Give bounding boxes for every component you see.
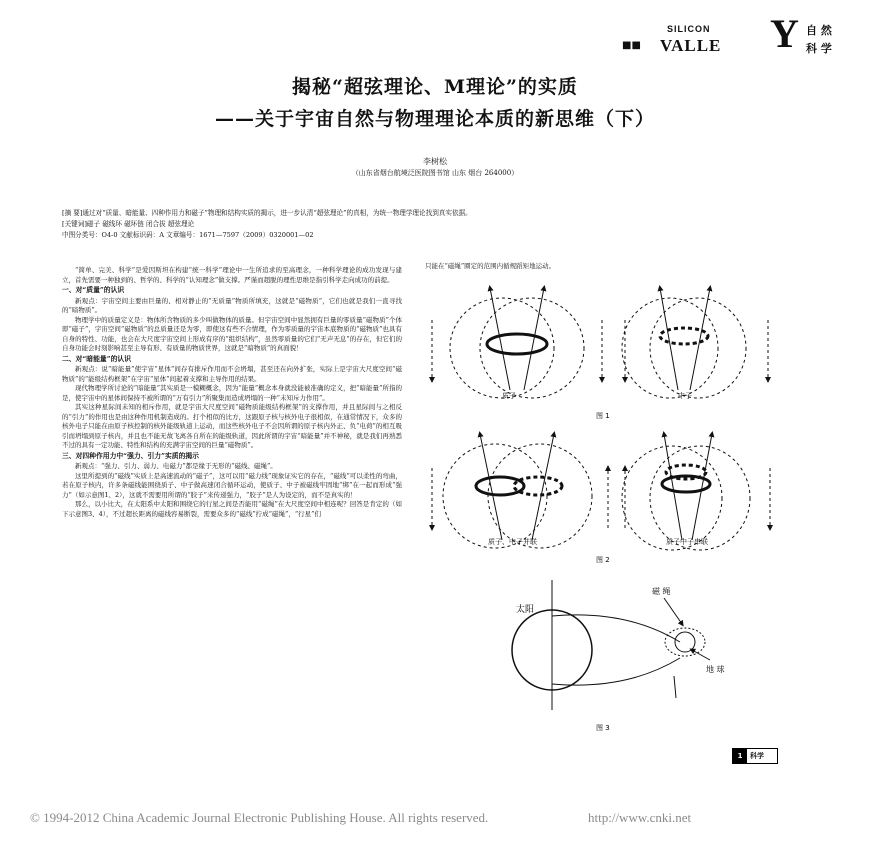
fig2-label-series: 质子中子串联 xyxy=(666,538,708,546)
masthead-valley: VALLE xyxy=(660,36,722,55)
fig1-label-proton: 质子 xyxy=(502,392,516,400)
proton-ring xyxy=(487,334,547,354)
right-column-text: 只能在“磁绳”圈定的范围内循规蹈矩地运动。 xyxy=(425,262,556,270)
paper-subtitle: ——关于宇宙自然与物理理论本质的新思维（下） xyxy=(214,108,655,130)
masthead-kexue: 科 学 xyxy=(806,42,832,55)
earth-circle xyxy=(675,632,695,652)
magnetic-rope-upper xyxy=(552,615,680,642)
fig1-label-neutron: 中子 xyxy=(678,392,692,400)
section-heading: 一、对“质量”的认识 xyxy=(62,286,125,294)
fig3-label-sun: 太阳 xyxy=(516,605,535,615)
masthead-y: Y xyxy=(770,11,799,56)
body-paragraph: 物理学中的质量定义是：物体所含物质的多少叫做物体的质量。但宇宙空间中显然拥有巨量的零质量“磁物质”个体即“磁子”，宇宙空间“磁物质”的总质量还是为零，即使这有些不合情理，作为零质量的宇宙本底物质的“磁物质”也具有自身的特性、功能，也会在大尺度宇宙空间上形成有序的“组织结构”，虽然零质量的它们“无声无息”的存在，但它们的自身功能会时刻影响甚至主导有形、有质量的物质世界，这就是“暗物质”的真面貌！ xyxy=(62,315,402,352)
masthead-ziran: 自 然 xyxy=(806,24,832,37)
fig2-label-parallel: 质子、中子并联 xyxy=(488,538,537,546)
copyright-footer: © 1994-2012 China Academic Journal Electronic Publishing House. All rights reserved. xyxy=(30,810,489,825)
page-number-box xyxy=(732,748,778,764)
body-paragraph: 那么，以小比大，在太阳系中太阳和围绕它的行星之间是否能用“磁绳”在大尺度空间中相连呢？回答是肯定的（如下示意图3、4），不过超长距离的磁线容易断裂，需要众多的“磁线”拧成“磁绳”，“行星”们 xyxy=(62,500,402,518)
page-tag: 科学 xyxy=(750,752,764,760)
section-heading: 三、对四种作用力中“强力、引力”实质的揭示 xyxy=(62,451,199,460)
fig3-caption: 图 3 xyxy=(596,724,610,732)
figure-3 xyxy=(420,580,790,740)
body-paragraph: 新观点：说“暗能量”使宇宙“星体”间存有排斥作用而不会坍塌，甚至还在向外扩张，实际上是宇宙大尺度空间“磁物质”的“能级结构框架”在宇宙“星体”间起着支撑和主导作用的结果。 xyxy=(62,365,402,383)
page-number: 1 xyxy=(733,749,747,763)
left-column xyxy=(62,266,402,519)
figure-2 xyxy=(420,428,790,578)
cnki-link[interactable]: http://www.cnki.net xyxy=(588,810,692,825)
classification: 中图分类号：O4-0 文献标识码：A 文章编号：1671—7597（2009）0320001—02 xyxy=(62,231,314,239)
magnetic-rope-lower xyxy=(552,658,680,685)
masthead-silicon: SILICON xyxy=(667,24,711,34)
fig3-label-rope: 磁 绳 xyxy=(652,587,671,596)
fig2-caption: 图 2 xyxy=(596,556,610,564)
body-paragraph: “简单、完美、科学”是爱因斯坦在构建“统一科学”理论中一生所追求的至高理念，一种科学理论的成功发现与建立，首先需要一种独到的、哲学的、科学的“认知理念”做支撑。严谨而超脱的理性思维是指引科学走向成功的前提。 xyxy=(62,266,402,284)
journal-masthead xyxy=(620,11,845,56)
body-paragraph: 这里所提到的“磁线”实质上是高速流动的“磁子”，这可以用“磁力线”现象证实它的存在，“磁线”可以柔性的弯曲，若在原子核内，许多条磁线能围绕质子、中子做高速闭合循环运动，使质子、中子被磁线牢固地“绑”在一起而形成“强力”（如示意图1、2），这就不需要用所谓的“胶子”来传递强力，“胶子”是人为设定的，而不是真实的！ xyxy=(62,471,402,499)
fig3-label-earth: 地 球 xyxy=(706,665,725,674)
affiliation: （山东省烟台航境泛医院图书馆 山东 烟台 264000） xyxy=(351,169,519,177)
body-paragraph: 现代物理学所讨论的“暗能量”其实质是一模糊概念，因为“能量”概念本身就没能被准确的定义，把“暗能量”所指的是，使宇宙中的星体间保持不被所谓的“万有引力”所聚集而造成坍塌的一种“未知斥力作用”。 xyxy=(62,384,402,402)
abstract-text: [摘 要]通过对“质量、暗能量、四种作用力和磁子”物理和结构实质的揭示，进一步认清“超弦理论”的真相，为统一物理学理论找到真实依据。 xyxy=(62,209,472,217)
neutron-field-left xyxy=(622,298,718,398)
figure-1 xyxy=(420,280,790,430)
body-paragraph: 新观点：“强力、引力、弱力、电磁力”都是缘于无形的“磁线、磁绳”。 xyxy=(75,462,277,470)
fig1-caption: 图 1 xyxy=(596,412,610,420)
section-heading: 二、对“暗能量”的认识 xyxy=(62,354,131,363)
parallel-neutron-ring xyxy=(514,477,562,495)
paper-title: 揭秘“超弦理论、M理论”的实质 xyxy=(292,76,578,98)
abstract-block xyxy=(62,208,782,241)
body-paragraph: 新观点：宇宙空间主要由巨量的、相对静止的“无质量”物质所填充，这就是“磁物质”，它们也就是我们一直寻找的“暗物质”。 xyxy=(62,296,402,314)
masthead-mark: ■■ xyxy=(622,40,641,51)
parallel-proton-ring xyxy=(476,477,524,495)
keywords: [关键词]磁子 磁线环 磁环链 闭合拔 超弦理论 xyxy=(62,220,195,228)
author: 李树松 xyxy=(423,157,447,166)
body-paragraph: 其实这种星际间未知的相斥作用，就是宇宙大尺度空间“磁物质能级结构框架”的支撑作用，并且星际间与之相反的“引力”的作用也是由这种作用机制造成的。打个相似的比方，这跟原子核与核外电子很相似，在通常情况下，众多的核外电子只能在由原子核控制的核外能级轨道上运动，而这些核外电子不会因所谓的原子核内外正、负“电荷”的相互吸引而坍塌到原子核内，并且也不能无故飞离各自所在的能级轨道，因此所谓的宇宙“暗能量”并不神秘，就是我们再熟悉不过的具有一定功能、特性和结构的充满宇宙空间的巨量“磁物质”。 xyxy=(62,403,402,449)
